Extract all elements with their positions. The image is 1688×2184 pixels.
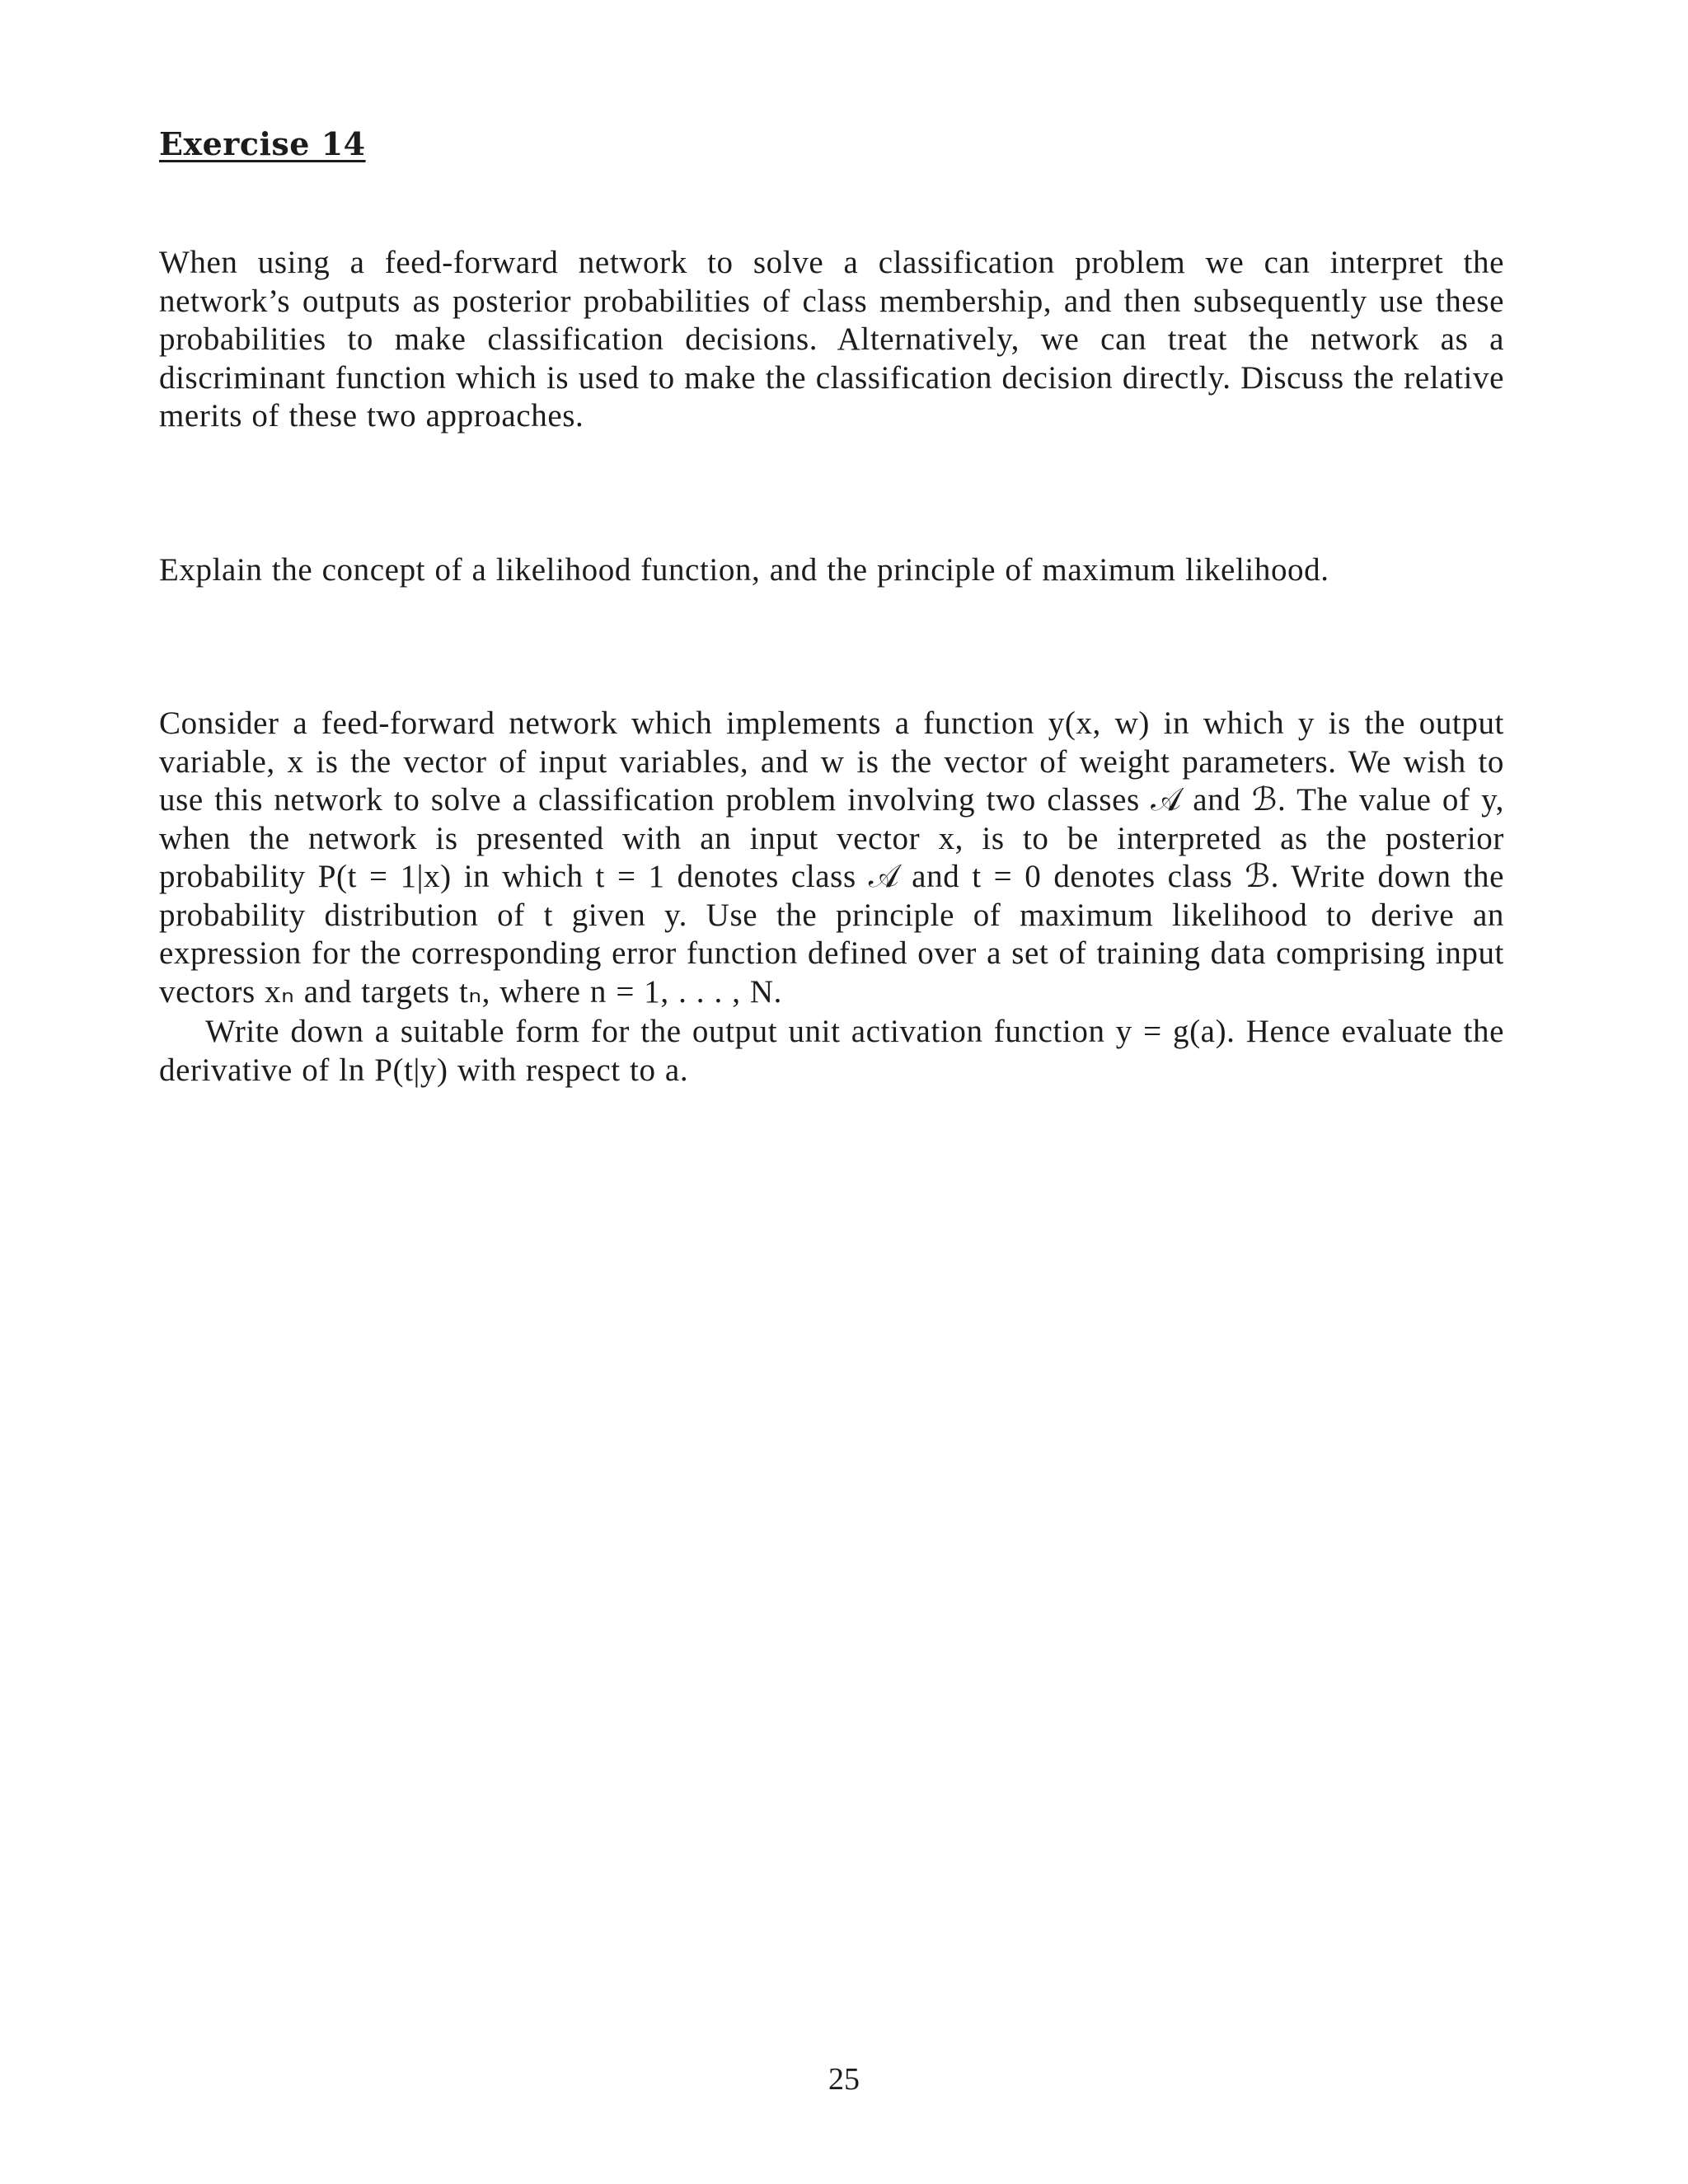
paragraph-likelihood-concept: Explain the concept of a likelihood function, and the principle of maximum likelihood.: [159, 552, 1329, 588]
exercise-heading: Exercise 14: [159, 125, 366, 162]
page-number: 25: [828, 2062, 860, 2097]
paragraph-activation-function: Write down a suitable form for the output unit activation function y = g(a). Hence evaluate the derivative of ln P(t|y) with respect to a.: [159, 1014, 1504, 1088]
paragraph-network-classification: Consider a feed-forward network which implements a function y(x, w) in which y is the output variable, x is the vector of input variables, and w is the vector of weight parameters. We wish to use this network to solve a classification problem involving two classes 𝒜 and ℬ. The value of y, when the network is presented with an input vector x, is to be interpreted as the posterior probability P(t = 1|x) in which t = 1 denotes class 𝒜 and t = 0 denotes class ℬ. Write down the probability distribution of t given y. Use the principle of maximum likelihood to derive an expression for the corresponding error function defined over a set of training data comprising input vectors xₙ and targets tₙ, where n = 1, . . . , N.: [159, 705, 1504, 1010]
paragraph-classification-approaches: When using a feed-forward network to solve a classification problem we can interpret the network’s outputs as posterior probabilities of class membership, and then subsequently use these probabilities to make classification decisions. Alternatively, we can treat the network as a discriminant function which is used to make the classification decision directly. Discuss the relative merits of these two approaches.: [159, 245, 1504, 434]
